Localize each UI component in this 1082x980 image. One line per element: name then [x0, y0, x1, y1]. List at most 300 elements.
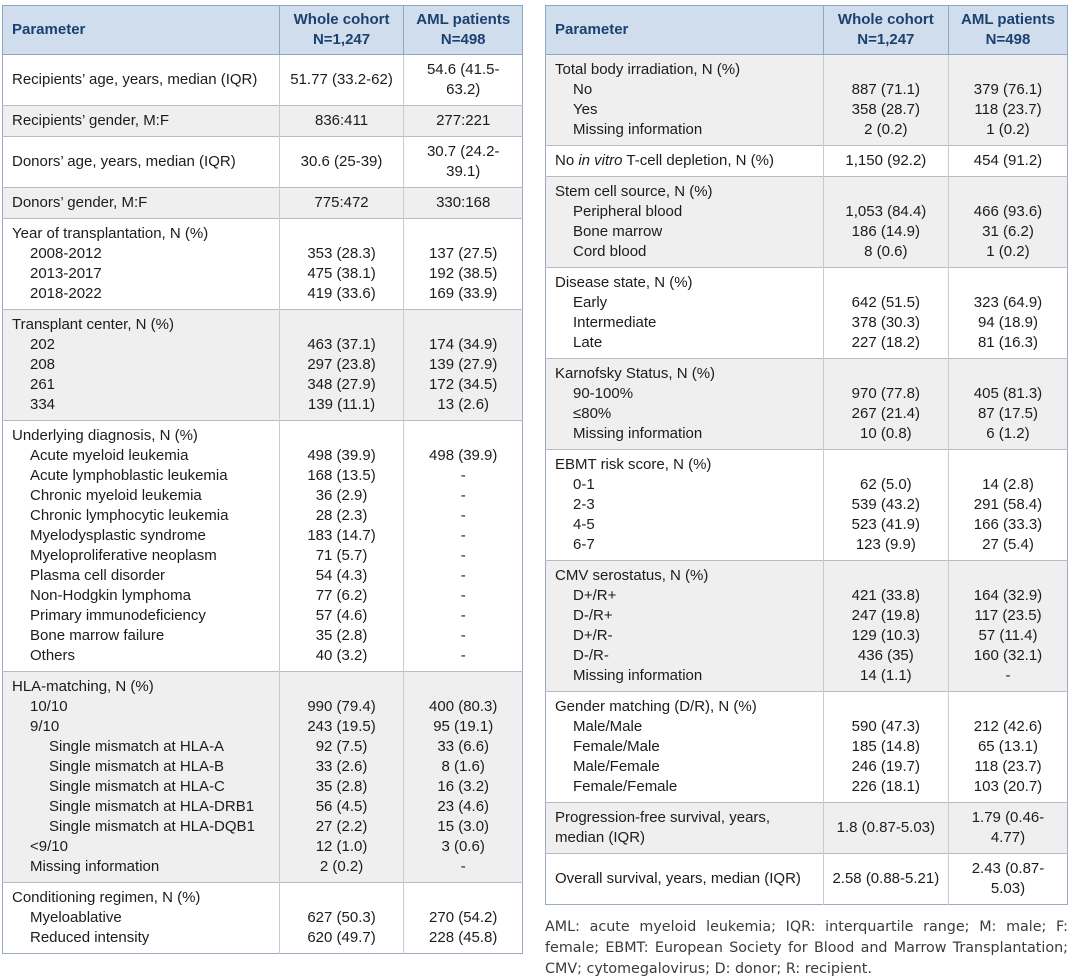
- table-row: [3, 737, 523, 757]
- value-aml-patients: 174 (34.9): [404, 335, 523, 355]
- value-aml-patients: 57 (11.4): [948, 626, 1067, 646]
- section-header-row: [546, 359, 1068, 385]
- value-whole-cohort: 348 (27.9): [279, 375, 404, 395]
- section-header-row: [546, 177, 1068, 203]
- value-whole-cohort: 185 (14.8): [823, 737, 948, 757]
- parameter-label: Stem cell source, N (%): [546, 177, 824, 203]
- column-header-parameter: Parameter: [3, 6, 280, 55]
- parameter-label: Donors’ gender, M:F: [3, 188, 280, 219]
- parameter-label: Single mismatch at HLA-B: [3, 757, 280, 777]
- value-whole-cohort: 8 (0.6): [823, 242, 948, 268]
- value-whole-cohort: 970 (77.8): [823, 384, 948, 404]
- value-aml-patients: [948, 55, 1067, 81]
- value-whole-cohort: 71 (5.7): [279, 546, 404, 566]
- parameter-label: 10/10: [3, 697, 280, 717]
- value-aml-patients: 8 (1.6): [404, 757, 523, 777]
- value-whole-cohort: 267 (21.4): [823, 404, 948, 424]
- value-aml-patients: -: [404, 857, 523, 883]
- parameter-label: Primary immunodeficiency: [3, 606, 280, 626]
- value-whole-cohort: [279, 219, 404, 245]
- value-aml-patients: 466 (93.6): [948, 202, 1067, 222]
- value-aml-patients: [948, 268, 1067, 294]
- table-row: [546, 535, 1068, 561]
- column-header-whole-cohort: [823, 6, 948, 55]
- table-row: [546, 120, 1068, 146]
- value-aml-patients: 454 (91.2): [948, 146, 1067, 177]
- parameter-label: Single mismatch at HLA-A: [3, 737, 280, 757]
- parameter-label: Missing information: [3, 857, 280, 883]
- value-aml-patients: 1.79 (0.46-4.77): [948, 803, 1067, 854]
- value-whole-cohort: 297 (23.8): [279, 355, 404, 375]
- value-whole-cohort: [823, 177, 948, 203]
- value-whole-cohort: [279, 310, 404, 336]
- parameter-label: Underlying diagnosis, N (%): [3, 421, 280, 447]
- column-header-whole-cohort: [279, 6, 404, 55]
- value-aml-patients: 1 (0.2): [948, 120, 1067, 146]
- table-section: [546, 146, 1068, 177]
- table-right-container: [545, 5, 1068, 980]
- table-row: [3, 244, 523, 264]
- table-row: [546, 646, 1068, 666]
- value-aml-patients: -: [404, 546, 523, 566]
- parameter-label: No: [546, 80, 824, 100]
- value-whole-cohort: 36 (2.9): [279, 486, 404, 506]
- value-whole-cohort: 590 (47.3): [823, 717, 948, 737]
- value-whole-cohort: 353 (28.3): [279, 244, 404, 264]
- table-row: [546, 80, 1068, 100]
- parameter-label: Myeloablative: [3, 908, 280, 928]
- value-aml-patients: 400 (80.3): [404, 697, 523, 717]
- value-whole-cohort: 30.6 (25-39): [279, 137, 404, 188]
- value-aml-patients: [948, 561, 1067, 587]
- table-row: [546, 586, 1068, 606]
- value-whole-cohort: 62 (5.0): [823, 475, 948, 495]
- value-aml-patients: 14 (2.8): [948, 475, 1067, 495]
- value-whole-cohort: 463 (37.1): [279, 335, 404, 355]
- parameter-label: Missing information: [546, 120, 824, 146]
- table-row: [3, 506, 523, 526]
- value-aml-patients: 164 (32.9): [948, 586, 1067, 606]
- italic-text: in vitro: [578, 152, 623, 169]
- value-aml-patients: 6 (1.2): [948, 424, 1067, 450]
- parameter-label: 261: [3, 375, 280, 395]
- value-whole-cohort: 227 (18.2): [823, 333, 948, 359]
- value-whole-cohort: 1.8 (0.87-5.03): [823, 803, 948, 854]
- column-header-parameter: Parameter: [546, 6, 824, 55]
- table-section: [3, 106, 523, 137]
- table-section: [3, 219, 523, 310]
- value-whole-cohort: 226 (18.1): [823, 777, 948, 803]
- table-section: [3, 137, 523, 188]
- value-aml-patients: 330:168: [404, 188, 523, 219]
- value-whole-cohort: 186 (14.9): [823, 222, 948, 242]
- value-whole-cohort: 123 (9.9): [823, 535, 948, 561]
- table-section: [3, 188, 523, 219]
- parameter-label: Reduced intensity: [3, 928, 280, 954]
- value-aml-patients: [404, 883, 523, 909]
- value-whole-cohort: 1,053 (84.4): [823, 202, 948, 222]
- table-row: [3, 355, 523, 375]
- parameter-label: D+/R-: [546, 626, 824, 646]
- value-whole-cohort: 40 (3.2): [279, 646, 404, 672]
- parameter-label: 4-5: [546, 515, 824, 535]
- section-header-row: [3, 672, 523, 698]
- parameter-label: Chronic lymphocytic leukemia: [3, 506, 280, 526]
- parameter-label: Male/Female: [546, 757, 824, 777]
- value-whole-cohort: 57 (4.6): [279, 606, 404, 626]
- table-section: [546, 268, 1068, 359]
- parameter-label: Gender matching (D/R), N (%): [546, 692, 824, 718]
- column-header-line: N=498: [440, 31, 486, 48]
- table-row: [3, 264, 523, 284]
- value-whole-cohort: 35 (2.8): [279, 777, 404, 797]
- table-row: [3, 446, 523, 466]
- value-whole-cohort: 246 (19.7): [823, 757, 948, 777]
- value-aml-patients: -: [404, 566, 523, 586]
- table-row: [546, 404, 1068, 424]
- value-whole-cohort: 247 (19.8): [823, 606, 948, 626]
- value-aml-patients: 498 (39.9): [404, 446, 523, 466]
- value-aml-patients: 379 (76.1): [948, 80, 1067, 100]
- table-row: [3, 606, 523, 626]
- table-row: [3, 375, 523, 395]
- value-whole-cohort: 54 (4.3): [279, 566, 404, 586]
- parameter-label: 90-100%: [546, 384, 824, 404]
- table-row: [546, 146, 1068, 177]
- value-aml-patients: 31 (6.2): [948, 222, 1067, 242]
- value-aml-patients: 166 (33.3): [948, 515, 1067, 535]
- parameter-label: Female/Female: [546, 777, 824, 803]
- value-whole-cohort: 378 (30.3): [823, 313, 948, 333]
- value-whole-cohort: 498 (39.9): [279, 446, 404, 466]
- table-section: [3, 310, 523, 421]
- value-whole-cohort: 10 (0.8): [823, 424, 948, 450]
- header-row: [546, 6, 1068, 55]
- table-row: [546, 313, 1068, 333]
- table-section: [3, 55, 523, 106]
- parameter-label: D-/R-: [546, 646, 824, 666]
- parameter-label: Others: [3, 646, 280, 672]
- parameter-label: 2013-2017: [3, 264, 280, 284]
- value-aml-patients: 192 (38.5): [404, 264, 523, 284]
- value-whole-cohort: 836:411: [279, 106, 404, 137]
- parameter-label: Transplant center, N (%): [3, 310, 280, 336]
- value-whole-cohort: 419 (33.6): [279, 284, 404, 310]
- parameter-label: 334: [3, 395, 280, 421]
- parameter-label: Plasma cell disorder: [3, 566, 280, 586]
- parameter-label: D-/R+: [546, 606, 824, 626]
- table-row: [546, 495, 1068, 515]
- parameter-label: Cord blood: [546, 242, 824, 268]
- value-whole-cohort: 27 (2.2): [279, 817, 404, 837]
- table-row: [3, 697, 523, 717]
- value-whole-cohort: 28 (2.3): [279, 506, 404, 526]
- value-whole-cohort: 421 (33.8): [823, 586, 948, 606]
- column-header-aml-patients: [948, 6, 1067, 55]
- column-header-line: N=1,247: [312, 31, 371, 48]
- parameter-label: Progression-free survival, years, median (IQR): [546, 803, 824, 854]
- value-aml-patients: 16 (3.2): [404, 777, 523, 797]
- value-whole-cohort: 33 (2.6): [279, 757, 404, 777]
- value-aml-patients: 23 (4.6): [404, 797, 523, 817]
- table-section: [546, 561, 1068, 692]
- table-section: [546, 55, 1068, 146]
- parameter-label: Intermediate: [546, 313, 824, 333]
- table-row: [3, 546, 523, 566]
- value-aml-patients: 405 (81.3): [948, 384, 1067, 404]
- value-whole-cohort: [823, 359, 948, 385]
- abbreviations-footnote: AML: acute myeloid leukemia; IQR: interquartile range; M: male; F: female; EBMT: European Society for Blood and Marrow Transplantation; CMV; cytomegalovirus; D: donor; R: recipient.: [545, 919, 1068, 977]
- value-aml-patients: 137 (27.5): [404, 244, 523, 264]
- parameter-label: Overall survival, years, median (IQR): [546, 854, 824, 905]
- value-aml-patients: 139 (27.9): [404, 355, 523, 375]
- value-whole-cohort: 14 (1.1): [823, 666, 948, 692]
- section-header-row: [3, 883, 523, 909]
- table-row: [3, 777, 523, 797]
- value-whole-cohort: 183 (14.7): [279, 526, 404, 546]
- table-row: [3, 586, 523, 606]
- table-section: [546, 692, 1068, 803]
- table-section: [3, 883, 523, 954]
- parameter-label: Acute myeloid leukemia: [3, 446, 280, 466]
- column-header-line: N=498: [985, 31, 1031, 48]
- value-aml-patients: 172 (34.5): [404, 375, 523, 395]
- table-row: [546, 293, 1068, 313]
- value-whole-cohort: 51.77 (33.2-62): [279, 55, 404, 106]
- value-whole-cohort: 539 (43.2): [823, 495, 948, 515]
- parameter-label: D+/R+: [546, 586, 824, 606]
- value-whole-cohort: [823, 55, 948, 81]
- parameter-label: No in vitro T-cell depletion, N (%): [546, 146, 824, 177]
- value-whole-cohort: 436 (35): [823, 646, 948, 666]
- value-aml-patients: -: [404, 646, 523, 672]
- patient-characteristics-table-left: [2, 5, 523, 954]
- parameter-label: <9/10: [3, 837, 280, 857]
- parameter-label: ≤80%: [546, 404, 824, 424]
- table-row: [3, 526, 523, 546]
- table-row: [546, 626, 1068, 646]
- parameter-label: 202: [3, 335, 280, 355]
- parameter-label: 6-7: [546, 535, 824, 561]
- table-section: [546, 803, 1068, 854]
- parameter-label: Non-Hodgkin lymphoma: [3, 586, 280, 606]
- parameter-label: Donors’ age, years, median (IQR): [3, 137, 280, 188]
- table-row: [3, 797, 523, 817]
- value-aml-patients: -: [404, 486, 523, 506]
- table-row: [3, 928, 523, 954]
- table-section: [546, 854, 1068, 905]
- parameter-label: 9/10: [3, 717, 280, 737]
- parameter-label: Year of transplantation, N (%): [3, 219, 280, 245]
- table-row: [3, 857, 523, 883]
- parameter-label: CMV serostatus, N (%): [546, 561, 824, 587]
- section-header-row: [3, 421, 523, 447]
- value-aml-patients: 95 (19.1): [404, 717, 523, 737]
- value-whole-cohort: 990 (79.4): [279, 697, 404, 717]
- value-whole-cohort: [823, 561, 948, 587]
- table-row: [3, 817, 523, 837]
- value-whole-cohort: 475 (38.1): [279, 264, 404, 284]
- column-header-line: AML patients: [416, 11, 511, 28]
- value-whole-cohort: 358 (28.7): [823, 100, 948, 120]
- parameter-label: EBMT risk score, N (%): [546, 450, 824, 476]
- parameter-label: Female/Male: [546, 737, 824, 757]
- table-row: [3, 284, 523, 310]
- table-row: [3, 335, 523, 355]
- table-row: [3, 717, 523, 737]
- parameter-label: Single mismatch at HLA-DQB1: [3, 817, 280, 837]
- table-row: [3, 55, 523, 106]
- value-whole-cohort: [823, 692, 948, 718]
- parameter-label: HLA-matching, N (%): [3, 672, 280, 698]
- table-row: [546, 202, 1068, 222]
- section-header-row: [3, 219, 523, 245]
- table-row: [546, 475, 1068, 495]
- parameter-label: Disease state, N (%): [546, 268, 824, 294]
- parameter-label: 0-1: [546, 475, 824, 495]
- value-aml-patients: [404, 421, 523, 447]
- value-whole-cohort: [823, 450, 948, 476]
- table-row: [546, 737, 1068, 757]
- table-row: [546, 100, 1068, 120]
- value-aml-patients: [404, 672, 523, 698]
- parameter-label: Single mismatch at HLA-C: [3, 777, 280, 797]
- value-whole-cohort: 523 (41.9): [823, 515, 948, 535]
- value-whole-cohort: [279, 672, 404, 698]
- value-whole-cohort: 35 (2.8): [279, 626, 404, 646]
- parameter-label: 2-3: [546, 495, 824, 515]
- value-aml-patients: 277:221: [404, 106, 523, 137]
- patient-characteristics-table-right: [545, 5, 1068, 905]
- column-header-line: AML patients: [961, 11, 1055, 28]
- value-aml-patients: [948, 359, 1067, 385]
- table-row: [3, 466, 523, 486]
- table-row: [3, 395, 523, 421]
- parameter-label: Myeloproliferative neoplasm: [3, 546, 280, 566]
- value-aml-patients: 87 (17.5): [948, 404, 1067, 424]
- value-aml-patients: 15 (3.0): [404, 817, 523, 837]
- value-aml-patients: 81 (16.3): [948, 333, 1067, 359]
- parameter-label: Myelodysplastic syndrome: [3, 526, 280, 546]
- value-whole-cohort: 139 (11.1): [279, 395, 404, 421]
- value-whole-cohort: 642 (51.5): [823, 293, 948, 313]
- value-whole-cohort: 129 (10.3): [823, 626, 948, 646]
- parameter-label: Chronic myeloid leukemia: [3, 486, 280, 506]
- value-aml-patients: 65 (13.1): [948, 737, 1067, 757]
- table-header: [546, 6, 1068, 55]
- value-aml-patients: 212 (42.6): [948, 717, 1067, 737]
- table-row: [3, 486, 523, 506]
- table-row: [3, 137, 523, 188]
- value-aml-patients: 118 (23.7): [948, 757, 1067, 777]
- parameter-label: Yes: [546, 100, 824, 120]
- parameter-label: 2018-2022: [3, 284, 280, 310]
- table-row: [546, 424, 1068, 450]
- table-row: [546, 757, 1068, 777]
- value-whole-cohort: [279, 883, 404, 909]
- value-whole-cohort: 2 (0.2): [279, 857, 404, 883]
- value-aml-patients: 103 (20.7): [948, 777, 1067, 803]
- value-whole-cohort: 2.58 (0.88-5.21): [823, 854, 948, 905]
- value-whole-cohort: 168 (13.5): [279, 466, 404, 486]
- table-row: [3, 646, 523, 672]
- column-header-line: Whole cohort: [293, 11, 390, 28]
- section-header-row: [546, 268, 1068, 294]
- value-whole-cohort: [279, 421, 404, 447]
- value-aml-patients: 323 (64.9): [948, 293, 1067, 313]
- table-row: [546, 777, 1068, 803]
- table-section: [546, 177, 1068, 268]
- value-aml-patients: -: [404, 606, 523, 626]
- value-whole-cohort: [823, 268, 948, 294]
- parameter-label: 2008-2012: [3, 244, 280, 264]
- section-header-row: [546, 55, 1068, 81]
- parameter-label: Recipients’ gender, M:F: [3, 106, 280, 137]
- table-section: [3, 421, 523, 672]
- table-row: [3, 837, 523, 857]
- parameter-label: 208: [3, 355, 280, 375]
- parameter-label: Acute lymphoblastic leukemia: [3, 466, 280, 486]
- value-aml-patients: 30.7 (24.2-39.1): [404, 137, 523, 188]
- table-section: [3, 672, 523, 883]
- value-aml-patients: 118 (23.7): [948, 100, 1067, 120]
- value-aml-patients: 270 (54.2): [404, 908, 523, 928]
- table-row: [3, 106, 523, 137]
- value-aml-patients: 169 (33.9): [404, 284, 523, 310]
- value-whole-cohort: 620 (49.7): [279, 928, 404, 954]
- section-header-row: [546, 692, 1068, 718]
- value-whole-cohort: 12 (1.0): [279, 837, 404, 857]
- value-aml-patients: [948, 177, 1067, 203]
- value-aml-patients: -: [404, 526, 523, 546]
- parameter-label: Recipients’ age, years, median (IQR): [3, 55, 280, 106]
- value-aml-patients: 160 (32.1): [948, 646, 1067, 666]
- value-aml-patients: 94 (18.9): [948, 313, 1067, 333]
- parameter-label: Karnofsky Status, N (%): [546, 359, 824, 385]
- table-row: [546, 854, 1068, 905]
- parameter-label: Bone marrow: [546, 222, 824, 242]
- value-aml-patients: 13 (2.6): [404, 395, 523, 421]
- value-aml-patients: 33 (6.6): [404, 737, 523, 757]
- value-aml-patients: -: [948, 666, 1067, 692]
- value-aml-patients: -: [404, 626, 523, 646]
- parameter-label: Conditioning regimen, N (%): [3, 883, 280, 909]
- table-row: [546, 666, 1068, 692]
- parameter-label: Missing information: [546, 666, 824, 692]
- value-aml-patients: 2.43 (0.87-5.03): [948, 854, 1067, 905]
- parameter-label: Missing information: [546, 424, 824, 450]
- column-header-line: N=1,247: [857, 31, 915, 48]
- column-header-aml-patients: [404, 6, 523, 55]
- section-header-row: [546, 561, 1068, 587]
- parameter-label: Male/Male: [546, 717, 824, 737]
- parameter-label: Late: [546, 333, 824, 359]
- section-header-row: [3, 310, 523, 336]
- value-aml-patients: -: [404, 586, 523, 606]
- value-whole-cohort: 887 (71.1): [823, 80, 948, 100]
- value-aml-patients: -: [404, 466, 523, 486]
- parameter-label: Total body irradiation, N (%): [546, 55, 824, 81]
- table-section: [546, 359, 1068, 450]
- value-whole-cohort: 627 (50.3): [279, 908, 404, 928]
- table-row: [546, 222, 1068, 242]
- table-left-container: [2, 5, 523, 980]
- value-aml-patients: 3 (0.6): [404, 837, 523, 857]
- header-row: [3, 6, 523, 55]
- value-whole-cohort: 2 (0.2): [823, 120, 948, 146]
- value-whole-cohort: 56 (4.5): [279, 797, 404, 817]
- value-whole-cohort: 775:472: [279, 188, 404, 219]
